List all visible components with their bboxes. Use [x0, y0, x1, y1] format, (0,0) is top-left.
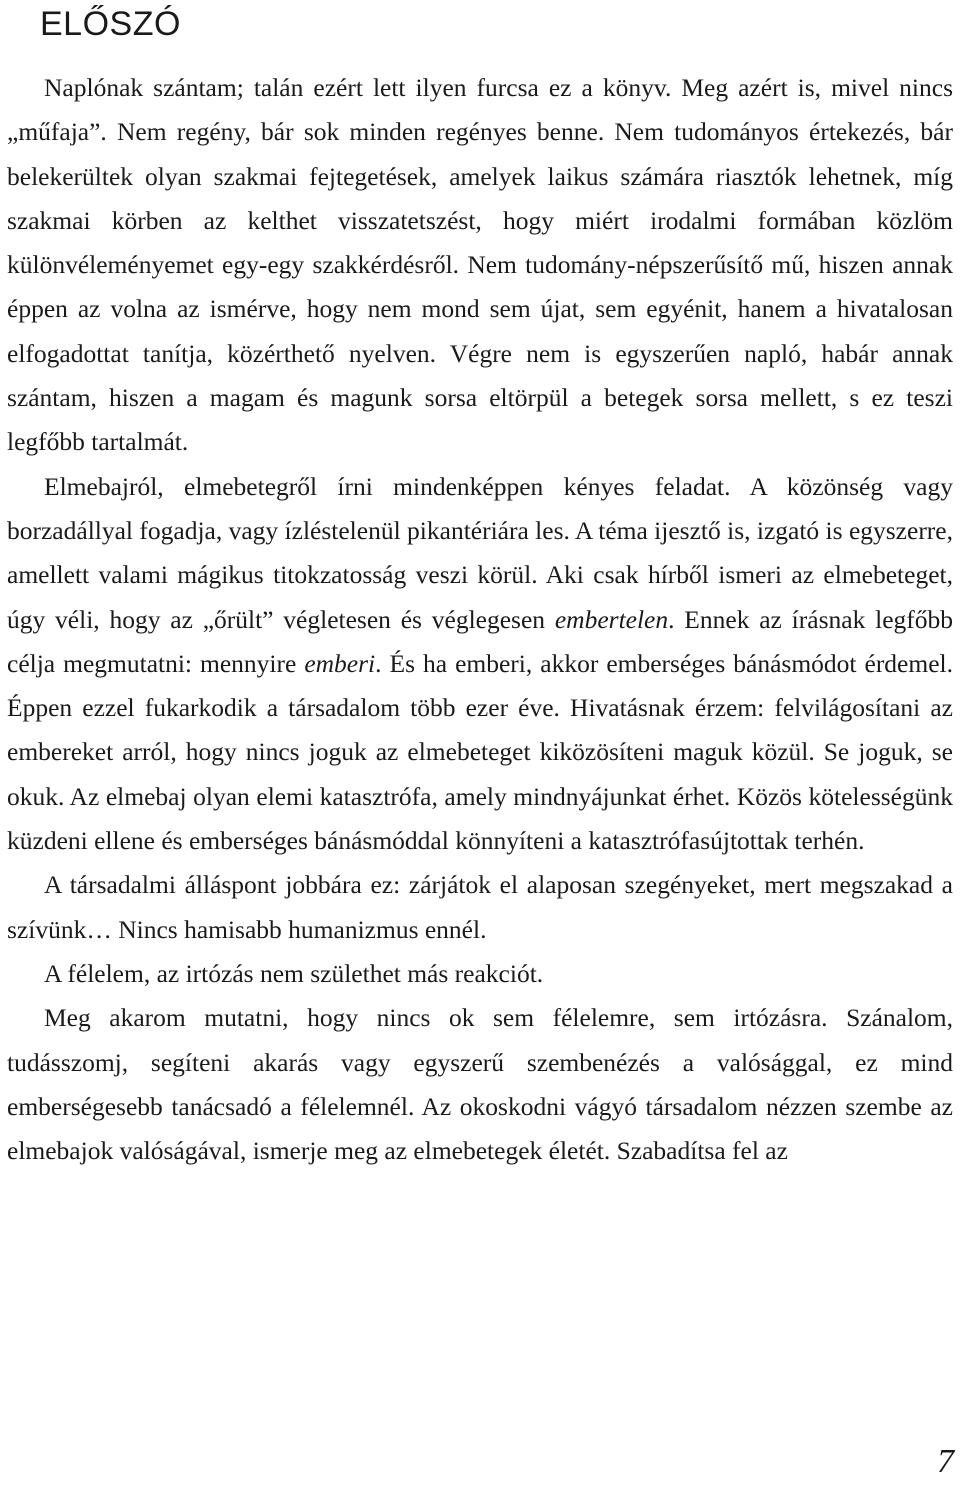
paragraph-4-text: A félelem, az irtózás nem születhet más reakciót.: [44, 958, 544, 988]
paragraph-3-text: A társadalmi álláspont jobbára ez: zárjátok el alaposan szegényeket, mert megszakad a szívünk… Nincs hamisabb humanizmus ennél.: [7, 870, 953, 944]
emphasis-embertelen: embertelen: [554, 604, 669, 634]
paragraph-5-text: Meg akarom mutatni, hogy nincs ok sem félelemre, sem irtózásra. Szánalom, tudásszomj, segíteni akarás vagy egyszerű szembenézés a valósággal, ez mind emberségesebb tanácsadó a félelemnél. Az okoskodni vágyó társadalom nézzen szembe az elmebajok valóságával, ismerje meg az elmebetegek életét. Szabadítsa fel az: [7, 1003, 953, 1166]
paragraph-1: [7, 66, 953, 465]
paragraph-2-text-b: . Ennek az írásnak legfőbb célja megmutatni: mennyire: [7, 604, 954, 678]
paragraph-3: [7, 863, 953, 952]
emphasis-emberi: emberi: [304, 648, 376, 678]
page-number: 7: [937, 1443, 954, 1480]
paragraph-5: [7, 996, 953, 1173]
paragraph-4: [7, 952, 953, 996]
page-title: ELŐSZÓ: [40, 5, 181, 43]
paragraph-2-text-c: . És ha emberi, akkor emberséges bánásmódot érdemel. Éppen ezzel fukarkodik a társadalom több ezer éve. Hivatásnak érzem: felvilágosítani az embereket arról, hogy nincs joguk az elmebeteget kiközösíteni maguk közül. Se joguk, se okuk. Az elmebaj olyan elemi katasztrófa, amely mindnyájunkat érhet. Közös kötelességünk küzdeni ellene és emberséges bánásmóddal könnyíteni a katasztrófasújtottak terhén.: [7, 648, 953, 856]
paragraph-2: [7, 465, 953, 864]
paragraph-1-text: Naplónak szántam; talán ezért lett ilyen furcsa ez a könyv. Meg azért is, mivel nincs „műfaja”. Nem regény, bár sok minden regényes benne. Nem tudományos értekezés, bár belekerültek olyan szakmai fejtegetések, amelyek laikus számára riasztók lehetnek, míg szakmai körben az kelthet visszatetszést, hogy miért irodalmi formában közlöm különvéleményemet egy-egy szakkérdésről. Nem tudomány-népszerűsítő mű, hiszen annak éppen az volna az ismérve, hogy nem mond sem újat, sem egyénit, hanem a hivatalosan elfogadottat tanítja, közérthető nyelven. Végre nem is egyszerűen napló, habár annak szántam, hiszen a magam és magunk sorsa eltörpül a betegek sorsa mellett, s ez teszi legfőbb tartalmát.: [7, 73, 953, 457]
preface-text: [7, 66, 953, 1173]
paragraph-2-text-a: Elmebajról, elmebetegről írni mindenképpen kényes feladat. A közönség vagy borzadállyal fogadja, vagy ízléstelenül pikantériára les. A téma ijesztő is, izgató is egyszerre, amellett valami mágikus titokzatosság veszi körül. Aki csak hírből ismeri az elmebeteget, úgy véli, hogy az „őrült” végletesen és véglegesen: [7, 471, 953, 634]
